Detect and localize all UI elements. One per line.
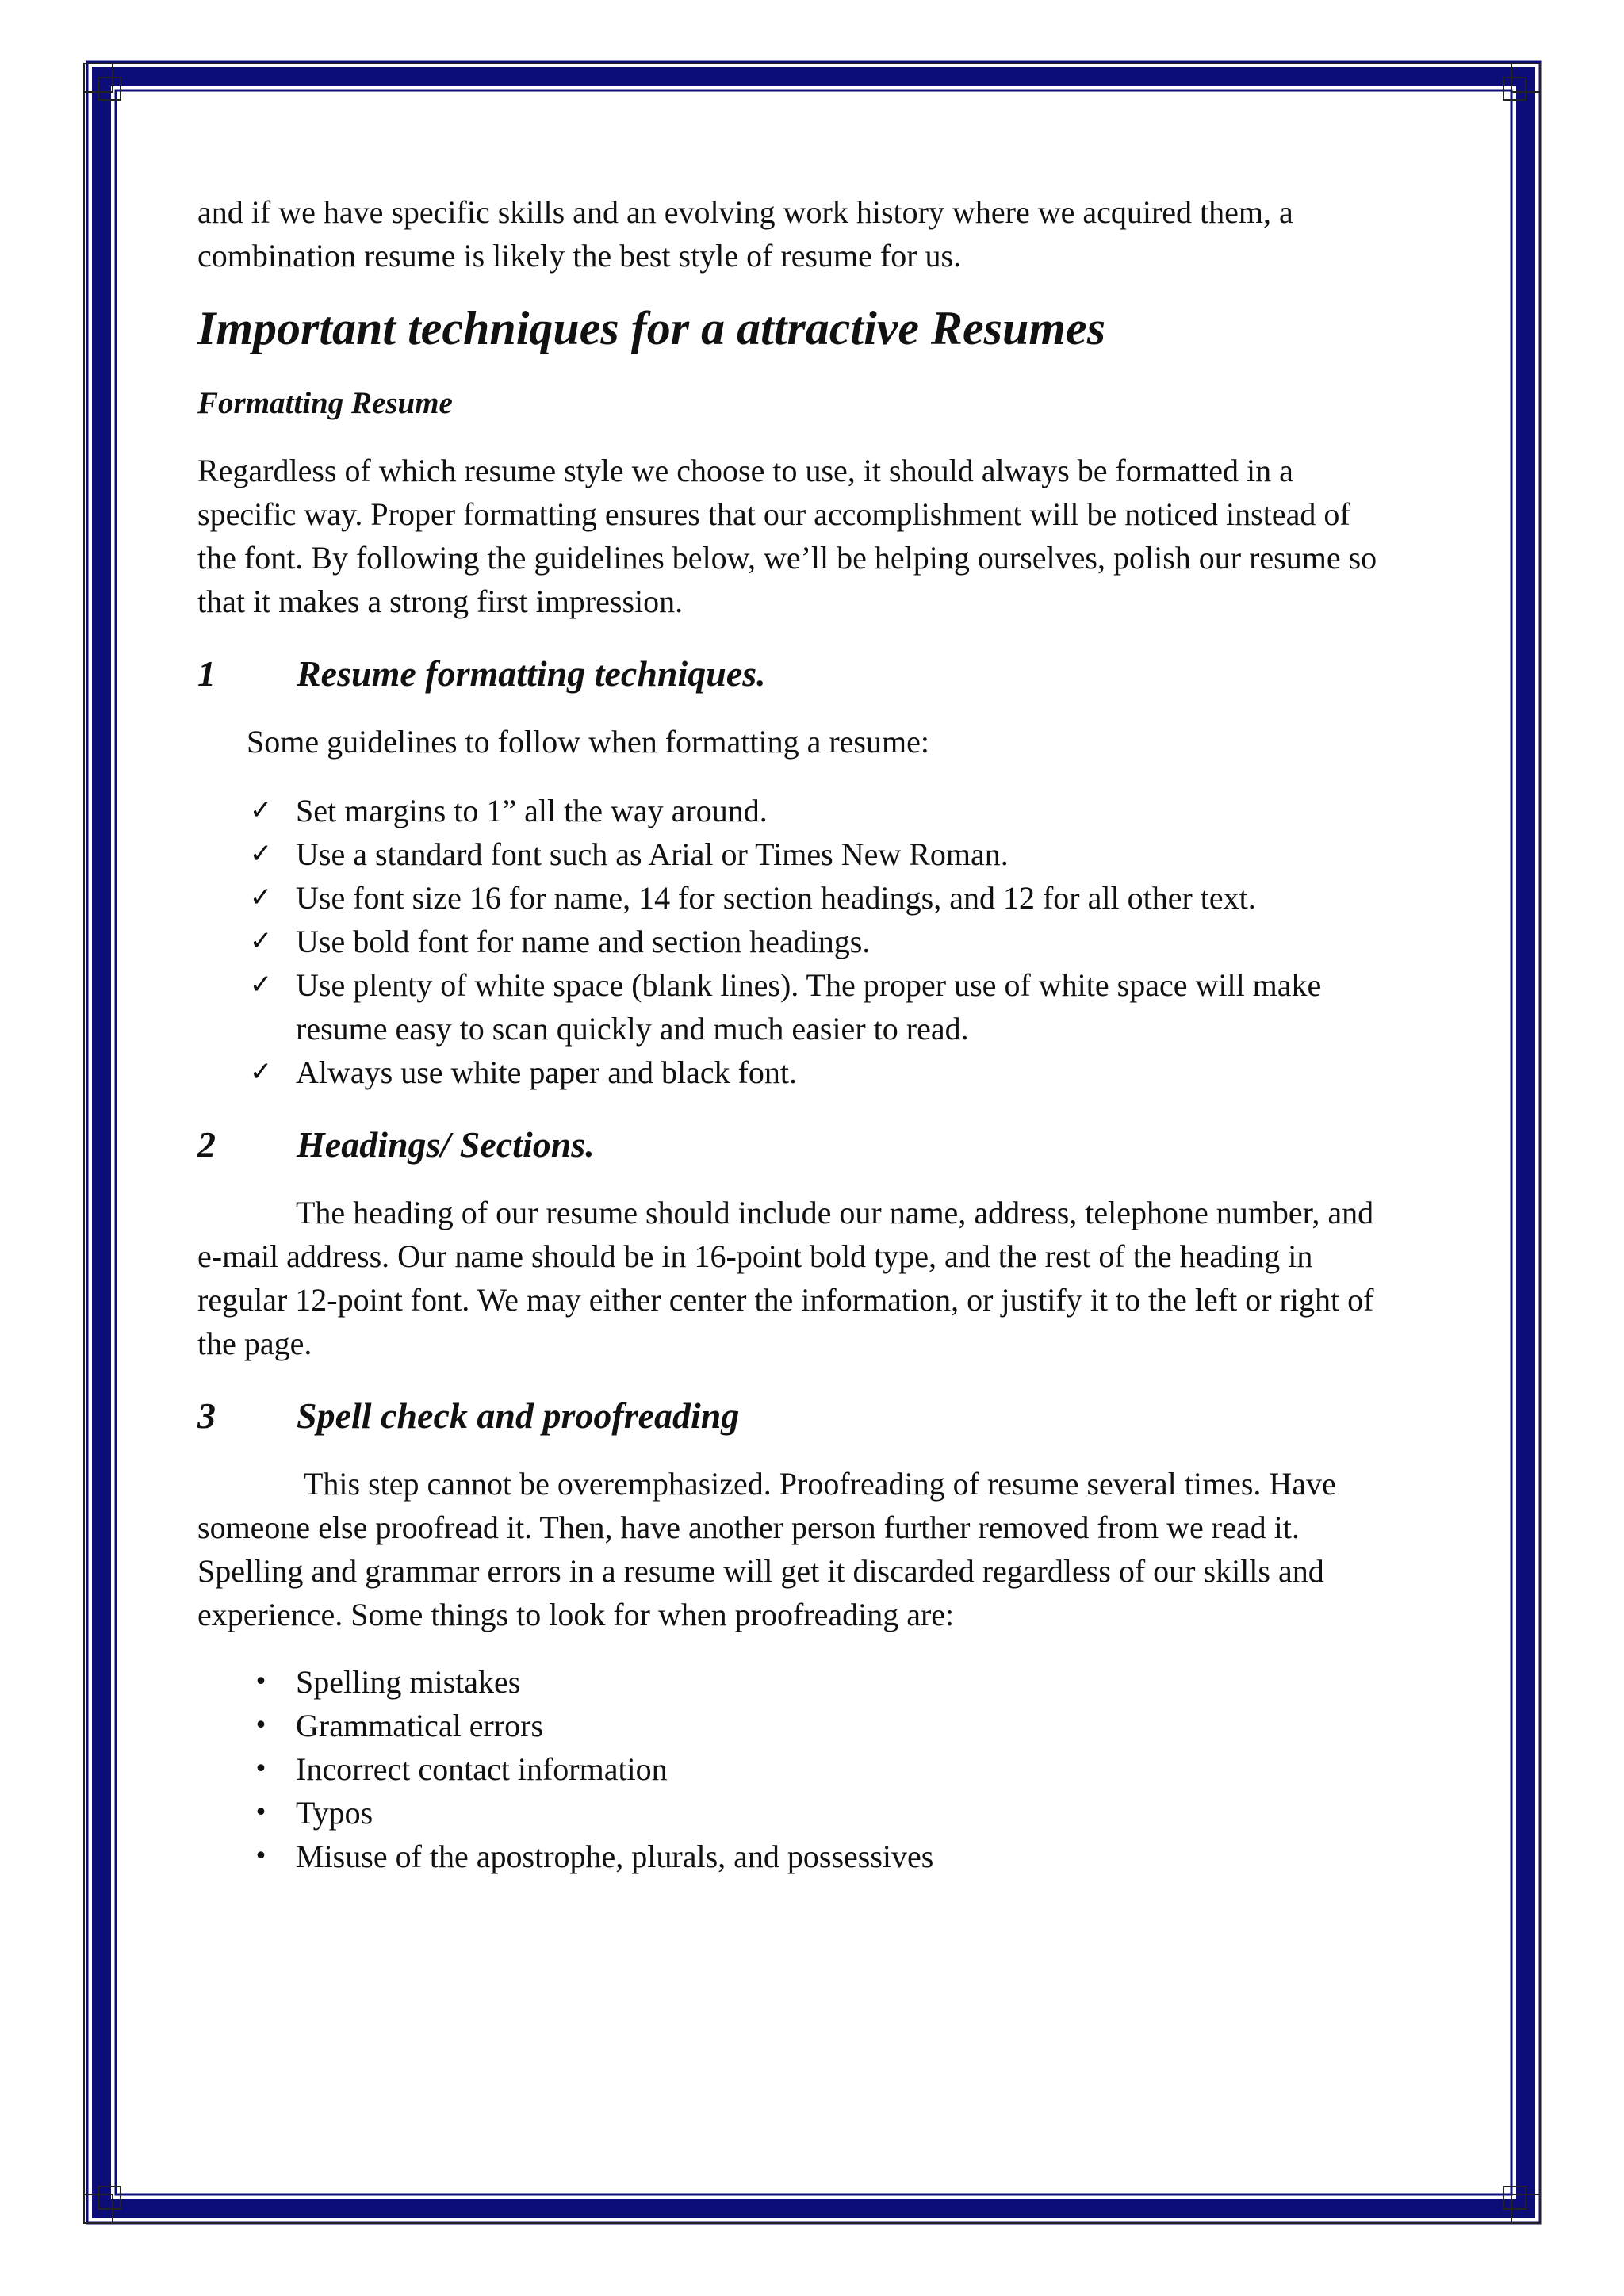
list-item [197, 1660, 1434, 1704]
subheading-formatting-resume: Formatting Resume [197, 386, 453, 420]
list-item [197, 789, 1434, 832]
list-item [197, 963, 1434, 1050]
list-item [197, 876, 1434, 920]
bullet-icon: • [254, 1799, 268, 1827]
checkmark-icon: ✓ [249, 838, 273, 870]
section-1-lead: Some guidelines to follow when formatting a resume: [247, 724, 929, 760]
section-title: Headings/ Sections. [297, 1124, 595, 1165]
list-item [197, 1835, 1434, 1878]
section-title: Spell check and proofreading [297, 1395, 740, 1436]
section-3-paragraph [197, 1462, 1434, 1636]
list-item-text: Grammatical errors [296, 1708, 544, 1743]
paragraph-line: specific way. Proper formatting ensures that our accomplishment will be noticed instead of [197, 496, 1350, 532]
list-item-text: Spelling mistakes [296, 1664, 521, 1700]
list-item-text: Use plenty of white space (blank lines). The proper use of white space will make [296, 967, 1322, 1003]
paragraph-line: the page. [197, 1326, 312, 1361]
section-title: Resume formatting techniques. [297, 653, 766, 694]
list-item-text: Typos [296, 1795, 373, 1831]
section-number: 2 [197, 1124, 216, 1165]
checkmark-icon: ✓ [249, 794, 273, 826]
intro-line: and if we have specific skills and an evolving work history where we acquired them, a [197, 194, 1293, 230]
list-item [197, 1791, 1434, 1835]
paragraph-line: someone else proofread it. Then, have another person further removed from we read it. [197, 1510, 1300, 1545]
checkmark-icon: ✓ [249, 1056, 273, 1088]
section-2-paragraph [197, 1191, 1434, 1365]
section-number: 1 [197, 653, 216, 694]
list-item-text: Set margins to 1” all the way around. [296, 793, 768, 828]
proofreading-checklist [197, 1660, 1434, 1878]
section-number: 3 [197, 1395, 216, 1436]
list-item-text: resume easy to scan quickly and much easier to read. [296, 1011, 969, 1047]
checkmark-icon: ✓ [249, 969, 273, 1001]
formatting-paragraph [197, 449, 1434, 623]
list-item-text: Always use white paper and black font. [296, 1054, 798, 1090]
checkmark-icon: ✓ [249, 882, 273, 913]
section-2-heading [197, 1123, 1434, 1167]
intro-line: combination resume is likely the best style of resume for us. [197, 238, 962, 274]
paragraph-line: Spelling and grammar errors in a resume will get it discarded regardless of our skills and [197, 1553, 1324, 1589]
paragraph-line: the font. By following the guidelines below, we’ll be helping ourselves, polish our resume so [197, 540, 1377, 576]
bullet-icon: • [254, 1843, 268, 1870]
paragraph-line: e-mail address. Our name should be in 16-point bold type, and the rest of the heading in [197, 1238, 1313, 1274]
list-item-text: Incorrect contact information [296, 1751, 668, 1787]
paragraph-line: The heading of our resume should include our name, address, telephone number, and [296, 1195, 1374, 1230]
formatting-checklist [197, 789, 1434, 1094]
list-item [197, 1747, 1434, 1791]
list-item [197, 1704, 1434, 1747]
list-item-text: Misuse of the apostrophe, plurals, and possessives [296, 1839, 934, 1874]
bullet-icon: • [254, 1668, 268, 1696]
paragraph-line: Regardless of which resume style we choose to use, it should always be formatted in a [197, 453, 1293, 488]
checkmark-icon: ✓ [249, 925, 273, 957]
paragraph-line: that it makes a strong first impression. [197, 584, 684, 619]
bullet-icon: • [254, 1712, 268, 1739]
bullet-icon: • [254, 1755, 268, 1783]
list-item-text: Use a standard font such as Arial or Times New Roman. [296, 836, 1009, 872]
list-item [197, 1050, 1434, 1094]
section-3-heading [197, 1394, 1434, 1438]
list-item [197, 832, 1434, 876]
paragraph-line: This step cannot be overemphasized. Proofreading of resume several times. Have [304, 1466, 1336, 1502]
list-item-text: Use bold font for name and section headings. [296, 924, 871, 959]
page-heading: Important techniques for a attractive Resumes [197, 302, 1106, 354]
section-1-heading [197, 652, 1434, 696]
document-body [197, 190, 1434, 1878]
list-item [197, 920, 1434, 963]
list-item-text: Use font size 16 for name, 14 for section headings, and 12 for all other text. [296, 880, 1256, 916]
intro-paragraph [197, 190, 1434, 277]
paragraph-line: regular 12-point font. We may either center the information, or justify it to the left or right of [197, 1282, 1374, 1318]
paragraph-line: experience. Some things to look for when proofreading are: [197, 1597, 955, 1632]
